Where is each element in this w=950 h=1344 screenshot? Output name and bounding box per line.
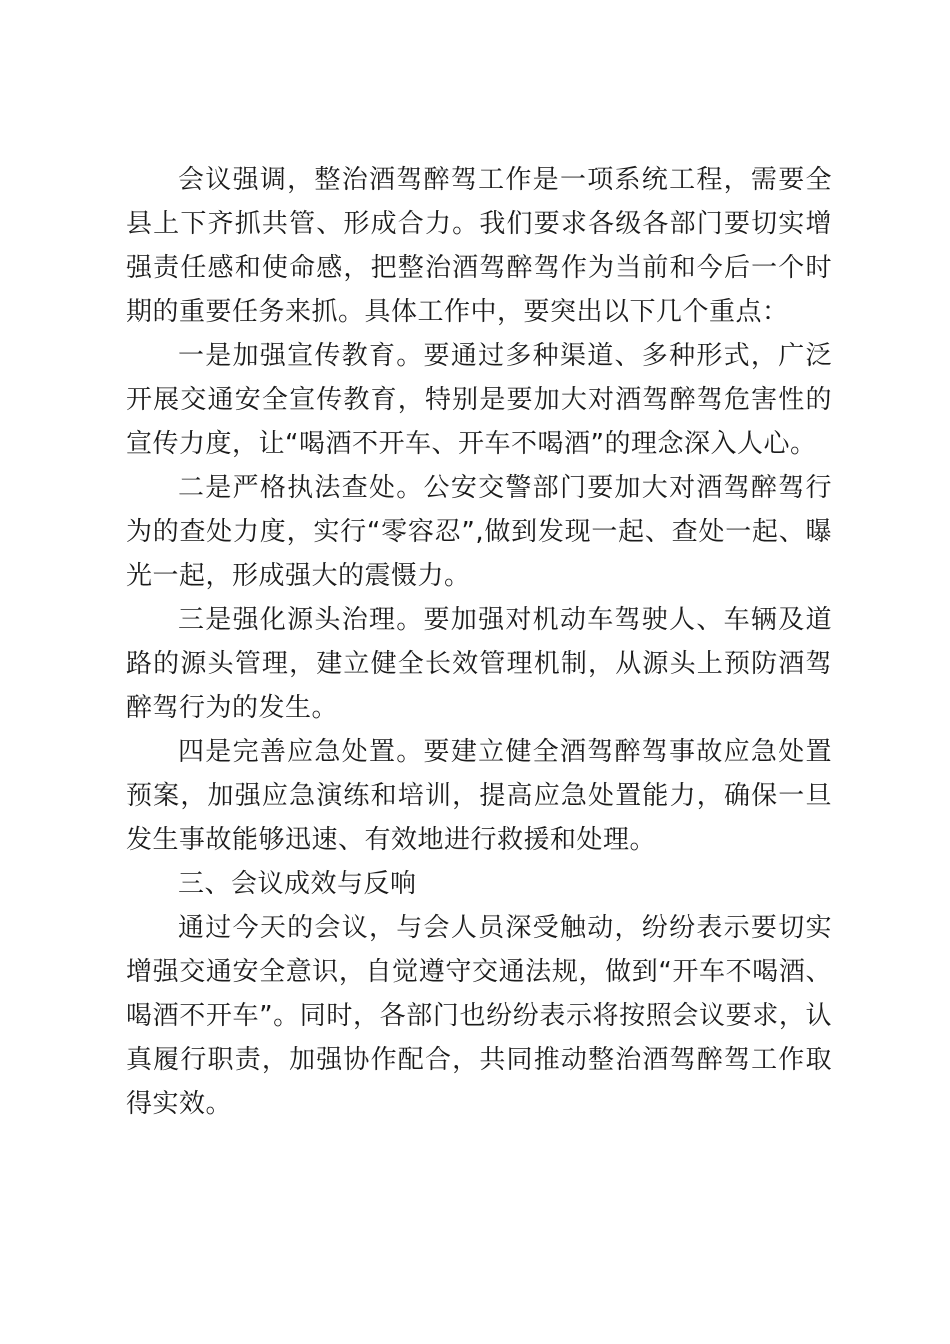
paragraph-meeting-emphasis: 会议强调，整治酒驾醉驾工作是一项系统工程，需要全县上下齐抓共管、形成合力。我们要求各级各部门要切实增强责任感和使命感，把整治酒驾醉驾作为当前和今后一个时期的重要任务来抓。具体工作中，要突出以下几个重点： [126,165,832,327]
document-page [126,158,832,1126]
paragraph-meeting-results: 通过今天的会议，与会人员深受触动，纷纷表示要切实增强交通安全意识，自觉遵守交通法规，做到“开车不喝酒、喝酒不开车”。同时，各部门也纷纷表示将按照会议要求，认真履行职责，加强协作配合，共同推动整治酒驾醉驾工作取得实效。 [126,913,832,1119]
paragraph-emergency-response: 四是完善应急处置。要建立健全酒驾醉驾事故应急处置预案，加强应急演练和培训，提高应急处置能力，确保一旦发生事故能够迅速、有效地进行救援和处理。 [126,737,832,855]
paragraph-publicity-education: 一是加强宣传教育。要通过多种渠道、多种形式，广泛开展交通安全宣传教育，特别是要加大对酒驾醉驾危害性的宣传力度，让“喝酒不开车、开车不喝酒”的理念深入人心。 [126,341,832,459]
paragraph-law-enforcement: 二是严格执法查处。公安交警部门要加大对酒驾醉驾行为的查处力度，实行“零容忍”,做到发现一起、查处一起、曝光一起，形成强大的震慑力。 [126,473,832,591]
section-heading-meeting-results: 三、会议成效与反响 [178,869,417,899]
paragraph-source-governance: 三是强化源头治理。要加强对机动车驾驶人、车辆及道路的源头管理，建立健全长效管理机制，从源头上预防酒驾醉驾行为的发生。 [126,605,832,723]
